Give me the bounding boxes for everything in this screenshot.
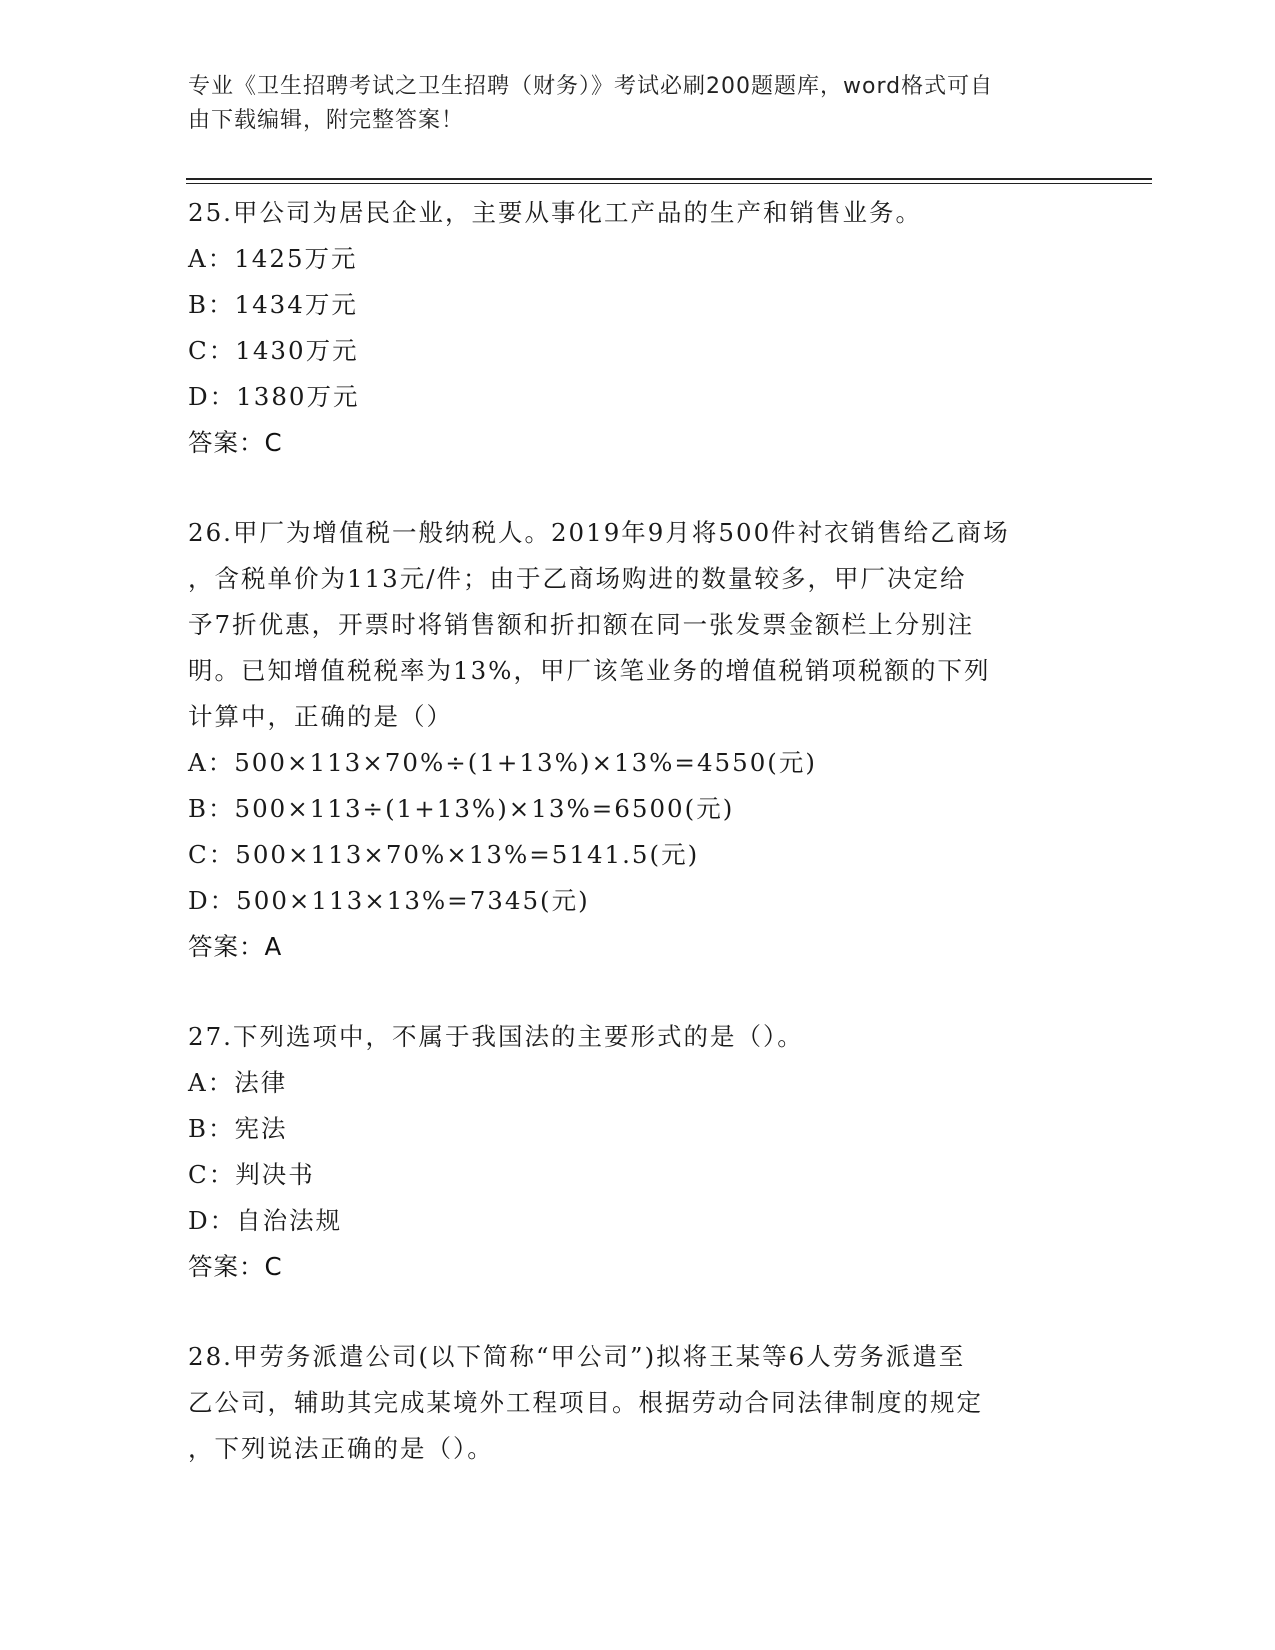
question-26 [188,510,1088,970]
option-d: D：自治法规 [188,1206,343,1235]
answer: 答案：A [188,932,283,961]
question-text: 乙公司，辅助其完成某境外工程项目。根据劳动合同法律制度的规定 [188,1388,983,1417]
header-line-2: 由下载编辑，附完整答案！ [188,108,465,133]
question-text: 27.下列选项中，不属于我国法的主要形式的是（）。 [188,1022,804,1051]
option-b: B：宪法 [188,1114,288,1143]
option-b: B：1434万元 [188,290,358,319]
option-d: D：500×113×13%=7345(元) [188,886,590,915]
option-c: C：1430万元 [188,336,359,365]
question-text: 明。已知增值税税率为13%，甲厂该笔业务的增值税销项税额的下列 [188,656,991,685]
question-28 [188,1334,1088,1472]
option-c: C：判决书 [188,1160,315,1189]
question-27 [188,1014,1088,1290]
option-a: A：法律 [188,1068,288,1097]
question-list [188,190,1088,1472]
header-rule-thick [186,178,1152,180]
question-text: 25.甲公司为居民企业，主要从事化工产品的生产和销售业务。 [188,198,922,227]
question-25 [188,190,1088,466]
header-line-1: 专业《卫生招聘考试之卫生招聘（财务）》考试必刷200题题库，word格式可自 [188,74,994,99]
answer: 答案：C [188,428,283,457]
option-a: A：1425万元 [188,244,358,273]
question-text: 26.甲厂为增值税一般纳税人。2019年9月将500件衬衣销售给乙商场 [188,518,1010,547]
option-b: B：500×113÷(1+13%)×13%=6500(元) [188,794,735,823]
answer: 答案：C [188,1252,283,1281]
option-a: A：500×113×70%÷(1+13%)×13%=4550(元) [188,748,817,777]
header-rule-thin [186,183,1152,184]
question-text: 予7折优惠，开票时将销售额和折扣额在同一张发票金额栏上分别注 [188,610,975,639]
option-c: C：500×113×70%×13%=5141.5(元) [188,840,700,869]
question-text: 计算中，正确的是（） [188,702,453,731]
question-text: ，下列说法正确的是（）。 [188,1434,494,1463]
option-d: D：1380万元 [188,382,360,411]
question-text: 28.甲劳务派遣公司(以下简称“甲公司”)拟将王某等6人劳务派遣至 [188,1342,966,1371]
document-header [188,70,1088,138]
question-text: ，含税单价为113元/件；由于乙商场购进的数量较多，甲厂决定给 [188,564,967,593]
